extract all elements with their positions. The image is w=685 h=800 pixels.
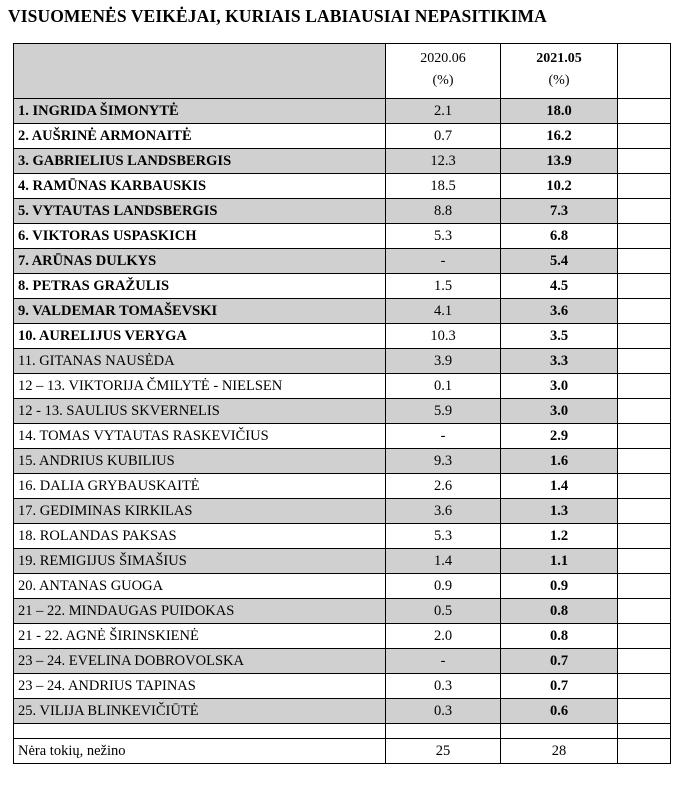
row-name-cell: 2. AUŠRINĖ ARMONAITĖ — [14, 124, 386, 149]
table-row — [14, 624, 671, 649]
row-2020-cell: 18.5 — [386, 174, 501, 199]
table-row — [14, 149, 671, 174]
row-2021-cell: 0.7 — [501, 649, 618, 674]
row-2020-cell: 0.3 — [386, 674, 501, 699]
row-blank-cell — [618, 124, 671, 149]
row-name-cell: 6. VIKTORAS USPASKICH — [14, 224, 386, 249]
row-blank-cell — [618, 374, 671, 399]
row-blank-cell — [618, 474, 671, 499]
row-2020-cell: 2.6 — [386, 474, 501, 499]
row-blank-cell — [618, 324, 671, 349]
table-row — [14, 374, 671, 399]
page-title: VISUOMENĖS VEIKĖJAI, KURIAIS LABIAUSIAI NEPASITIKIMA — [8, 6, 547, 26]
table-row — [14, 299, 671, 324]
row-name-cell: 16. DALIA GRYBAUSKAITĖ — [14, 474, 386, 499]
table-row — [14, 224, 671, 249]
row-name-cell: 17. GEDIMINAS KIRKILAS — [14, 499, 386, 524]
table-row — [14, 674, 671, 699]
row-blank-cell — [618, 499, 671, 524]
row-2020-cell: 3.9 — [386, 349, 501, 374]
row-blank-cell — [618, 624, 671, 649]
row-blank-cell — [618, 199, 671, 224]
table-row — [14, 99, 671, 124]
row-2021-cell: 18.0 — [501, 99, 618, 124]
row-2021-cell: 1.6 — [501, 449, 618, 474]
row-name-cell: 5. VYTAUTAS LANDSBERGIS — [14, 199, 386, 224]
row-2020-cell: - — [386, 424, 501, 449]
row-blank-cell — [618, 699, 671, 724]
row-2020-cell: 0.3 — [386, 699, 501, 724]
row-2021-cell: 1.2 — [501, 524, 618, 549]
table-row — [14, 349, 671, 374]
row-name-cell: 23 – 24. EVELINA DOBROVOLSKA — [14, 649, 386, 674]
header-2020-label: 2020.06 — [420, 51, 466, 66]
row-name-cell: 1. INGRIDA ŠIMONYTĖ — [14, 99, 386, 124]
footer-name-cell: Nėra tokių, nežino — [14, 739, 386, 764]
row-2021-cell: 4.5 — [501, 274, 618, 299]
row-2020-cell: 5.9 — [386, 399, 501, 424]
footer-blank-cell — [618, 739, 671, 764]
row-name-cell: 10. AURELIJUS VERYGA — [14, 324, 386, 349]
row-2020-cell: 0.7 — [386, 124, 501, 149]
row-2021-cell: 7.3 — [501, 199, 618, 224]
table-row — [14, 174, 671, 199]
header-2021-label: 2021.05 — [536, 51, 582, 66]
row-2021-cell: 0.8 — [501, 599, 618, 624]
header-2021-unit: (%) — [548, 73, 570, 88]
row-2020-cell: 1.5 — [386, 274, 501, 299]
header-blank-cell — [618, 44, 671, 99]
spacer-row — [14, 724, 671, 739]
table-row — [14, 249, 671, 274]
row-2021-cell: 3.0 — [501, 399, 618, 424]
row-name-cell: 19. REMIGIJUS ŠIMAŠIUS — [14, 549, 386, 574]
row-2020-cell: 3.6 — [386, 499, 501, 524]
table-row — [14, 399, 671, 424]
row-2020-cell: 8.8 — [386, 199, 501, 224]
table-row — [14, 499, 671, 524]
row-blank-cell — [618, 599, 671, 624]
table-row — [14, 449, 671, 474]
row-name-cell: 21 - 22. AGNĖ ŠIRINSKIENĖ — [14, 624, 386, 649]
row-blank-cell — [618, 449, 671, 474]
row-blank-cell — [618, 174, 671, 199]
row-blank-cell — [618, 349, 671, 374]
row-name-cell: 4. RAMŪNAS KARBAUSKIS — [14, 174, 386, 199]
row-blank-cell — [618, 649, 671, 674]
table-row — [14, 124, 671, 149]
table-row — [14, 474, 671, 499]
row-2020-cell: 12.3 — [386, 149, 501, 174]
row-2020-cell: - — [386, 249, 501, 274]
row-2021-cell: 0.8 — [501, 624, 618, 649]
row-2021-cell: 3.0 — [501, 374, 618, 399]
row-2021-cell: 3.5 — [501, 324, 618, 349]
row-2021-cell: 1.4 — [501, 474, 618, 499]
row-2020-cell: 1.4 — [386, 549, 501, 574]
row-2020-cell: 4.1 — [386, 299, 501, 324]
footer-2020-cell: 25 — [386, 739, 501, 764]
row-name-cell: 14. TOMAS VYTAUTAS RASKEVIČIUS — [14, 424, 386, 449]
row-name-cell: 11. GITANAS NAUSĖDA — [14, 349, 386, 374]
row-2021-cell: 10.2 — [501, 174, 618, 199]
row-blank-cell — [618, 299, 671, 324]
row-2021-cell: 13.9 — [501, 149, 618, 174]
row-2021-cell: 16.2 — [501, 124, 618, 149]
row-blank-cell — [618, 274, 671, 299]
row-name-cell: 21 – 22. MINDAUGAS PUIDOKAS — [14, 599, 386, 624]
table-row — [14, 699, 671, 724]
table-row — [14, 599, 671, 624]
row-2020-cell: 9.3 — [386, 449, 501, 474]
header-2020-cell — [386, 44, 501, 99]
table-row — [14, 649, 671, 674]
table-row — [14, 274, 671, 299]
row-name-cell: 9. VALDEMAR TOMAŠEVSKI — [14, 299, 386, 324]
row-2021-cell: 3.6 — [501, 299, 618, 324]
row-blank-cell — [618, 549, 671, 574]
table-row — [14, 549, 671, 574]
row-name-cell: 8. PETRAS GRAŽULIS — [14, 274, 386, 299]
row-name-cell: 20. ANTANAS GUOGA — [14, 574, 386, 599]
row-2020-cell: 0.5 — [386, 599, 501, 624]
row-2020-cell: 2.0 — [386, 624, 501, 649]
table-row — [14, 324, 671, 349]
row-name-cell: 25. VILIJA BLINKEVIČIŪTĖ — [14, 699, 386, 724]
row-2021-cell: 0.9 — [501, 574, 618, 599]
distrust-table — [13, 43, 671, 764]
table-row — [14, 424, 671, 449]
row-name-cell: 12 – 13. VIKTORIJA ČMILYTĖ - NIELSEN — [14, 374, 386, 399]
row-2020-cell: 5.3 — [386, 224, 501, 249]
header-name-cell — [14, 44, 386, 99]
row-blank-cell — [618, 224, 671, 249]
row-blank-cell — [618, 149, 671, 174]
row-blank-cell — [618, 524, 671, 549]
row-2021-cell: 1.3 — [501, 499, 618, 524]
row-name-cell: 12 - 13. SAULIUS SKVERNELIS — [14, 399, 386, 424]
row-2021-cell: 5.4 — [501, 249, 618, 274]
row-2020-cell: 2.1 — [386, 99, 501, 124]
footer-2021-cell: 28 — [501, 739, 618, 764]
spacer-cell — [501, 724, 618, 739]
table-row — [14, 199, 671, 224]
row-2020-cell: 0.9 — [386, 574, 501, 599]
row-blank-cell — [618, 249, 671, 274]
row-2021-cell: 2.9 — [501, 424, 618, 449]
row-2021-cell: 0.6 — [501, 699, 618, 724]
row-blank-cell — [618, 99, 671, 124]
row-name-cell: 7. ARŪNAS DULKYS — [14, 249, 386, 274]
table-row — [14, 574, 671, 599]
row-2020-cell: 5.3 — [386, 524, 501, 549]
row-blank-cell — [618, 674, 671, 699]
row-blank-cell — [618, 574, 671, 599]
row-2020-cell: - — [386, 649, 501, 674]
table-row — [14, 524, 671, 549]
spacer-cell — [618, 724, 671, 739]
row-blank-cell — [618, 424, 671, 449]
header-2021-cell — [501, 44, 618, 99]
row-name-cell: 3. GABRIELIUS LANDSBERGIS — [14, 149, 386, 174]
header-2020-unit: (%) — [432, 73, 454, 88]
row-2021-cell: 3.3 — [501, 349, 618, 374]
footer-row — [14, 739, 671, 764]
row-2020-cell: 0.1 — [386, 374, 501, 399]
row-2020-cell: 10.3 — [386, 324, 501, 349]
spacer-cell — [14, 724, 386, 739]
row-2021-cell: 6.8 — [501, 224, 618, 249]
row-name-cell: 23 – 24. ANDRIUS TAPINAS — [14, 674, 386, 699]
spacer-cell — [386, 724, 501, 739]
table-header-row — [14, 44, 671, 99]
row-blank-cell — [618, 399, 671, 424]
row-2021-cell: 0.7 — [501, 674, 618, 699]
row-name-cell: 15. ANDRIUS KUBILIUS — [14, 449, 386, 474]
row-2021-cell: 1.1 — [501, 549, 618, 574]
row-name-cell: 18. ROLANDAS PAKSAS — [14, 524, 386, 549]
